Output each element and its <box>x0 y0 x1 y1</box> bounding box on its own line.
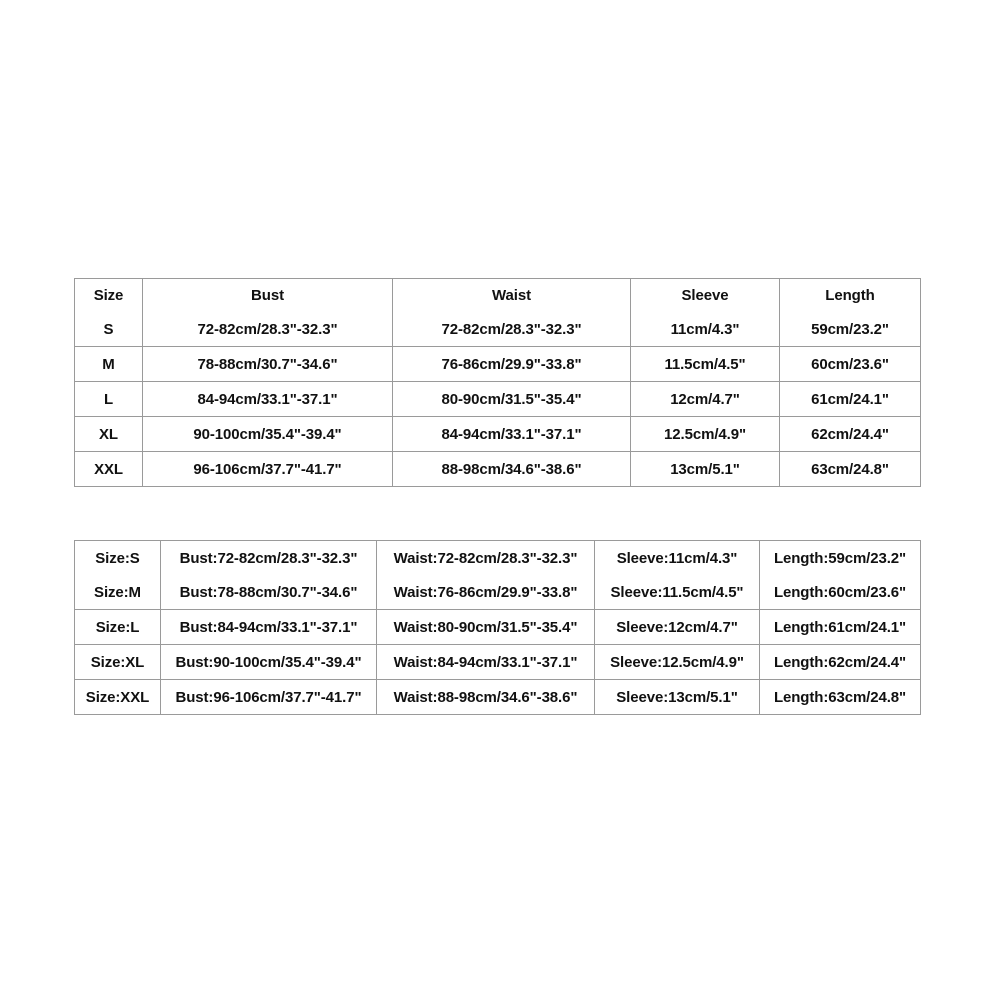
cell-sleeve: Sleeve:11.5cm/4.5" <box>595 575 760 610</box>
header-waist: Waist <box>393 279 631 313</box>
cell-sleeve: 13cm/5.1" <box>631 452 780 487</box>
table-row <box>75 680 921 715</box>
cell-sleeve: 12.5cm/4.9" <box>631 417 780 452</box>
cell-sleeve: 11cm/4.3" <box>631 312 780 347</box>
size-chart-table-inline <box>74 540 921 715</box>
table-row <box>75 347 921 382</box>
cell-size: XXL <box>75 452 143 487</box>
cell-bust: 96-106cm/37.7"-41.7" <box>143 452 393 487</box>
cell-length: 63cm/24.8" <box>780 452 921 487</box>
table-row <box>75 575 921 610</box>
cell-length: 61cm/24.1" <box>780 382 921 417</box>
cell-size: Size:S <box>75 541 161 576</box>
cell-waist: 84-94cm/33.1"-37.1" <box>393 417 631 452</box>
cell-sleeve: Sleeve:11cm/4.3" <box>595 541 760 576</box>
cell-waist: Waist:80-90cm/31.5"-35.4" <box>377 610 595 645</box>
cell-waist: Waist:76-86cm/29.9"-33.8" <box>377 575 595 610</box>
cell-size: Size:XL <box>75 645 161 680</box>
header-bust: Bust <box>143 279 393 313</box>
header-size: Size <box>75 279 143 313</box>
table-row <box>75 312 921 347</box>
table-row <box>75 645 921 680</box>
table-row <box>75 452 921 487</box>
cell-waist: Waist:84-94cm/33.1"-37.1" <box>377 645 595 680</box>
cell-size: Size:XXL <box>75 680 161 715</box>
table-header-row <box>75 279 921 313</box>
cell-length: 59cm/23.2" <box>780 312 921 347</box>
cell-waist: 88-98cm/34.6"-38.6" <box>393 452 631 487</box>
cell-bust: 78-88cm/30.7"-34.6" <box>143 347 393 382</box>
cell-length: 62cm/24.4" <box>780 417 921 452</box>
cell-length: Length:59cm/23.2" <box>760 541 921 576</box>
cell-bust: Bust:84-94cm/33.1"-37.1" <box>161 610 377 645</box>
cell-bust: 90-100cm/35.4"-39.4" <box>143 417 393 452</box>
cell-waist: Waist:72-82cm/28.3"-32.3" <box>377 541 595 576</box>
cell-waist: 72-82cm/28.3"-32.3" <box>393 312 631 347</box>
cell-size: M <box>75 347 143 382</box>
cell-sleeve: Sleeve:13cm/5.1" <box>595 680 760 715</box>
cell-sleeve: 11.5cm/4.5" <box>631 347 780 382</box>
table-row <box>75 541 921 576</box>
cell-sleeve: Sleeve:12.5cm/4.9" <box>595 645 760 680</box>
cell-sleeve: Sleeve:12cm/4.7" <box>595 610 760 645</box>
cell-size: Size:M <box>75 575 161 610</box>
cell-waist: 76-86cm/29.9"-33.8" <box>393 347 631 382</box>
cell-waist: 80-90cm/31.5"-35.4" <box>393 382 631 417</box>
cell-length: Length:60cm/23.6" <box>760 575 921 610</box>
cell-length: Length:61cm/24.1" <box>760 610 921 645</box>
cell-bust: Bust:78-88cm/30.7"-34.6" <box>161 575 377 610</box>
header-length: Length <box>780 279 921 313</box>
cell-bust: Bust:72-82cm/28.3"-32.3" <box>161 541 377 576</box>
table-row <box>75 382 921 417</box>
cell-size: S <box>75 312 143 347</box>
cell-size: L <box>75 382 143 417</box>
table-row <box>75 417 921 452</box>
cell-bust: Bust:90-100cm/35.4"-39.4" <box>161 645 377 680</box>
cell-length: Length:63cm/24.8" <box>760 680 921 715</box>
size-chart-table-columnar <box>74 278 921 487</box>
table-row <box>75 610 921 645</box>
cell-waist: Waist:88-98cm/34.6"-38.6" <box>377 680 595 715</box>
cell-bust: 84-94cm/33.1"-37.1" <box>143 382 393 417</box>
header-sleeve: Sleeve <box>631 279 780 313</box>
cell-sleeve: 12cm/4.7" <box>631 382 780 417</box>
cell-length: Length:62cm/24.4" <box>760 645 921 680</box>
cell-size: Size:L <box>75 610 161 645</box>
cell-length: 60cm/23.6" <box>780 347 921 382</box>
cell-size: XL <box>75 417 143 452</box>
cell-bust: Bust:96-106cm/37.7"-41.7" <box>161 680 377 715</box>
cell-bust: 72-82cm/28.3"-32.3" <box>143 312 393 347</box>
